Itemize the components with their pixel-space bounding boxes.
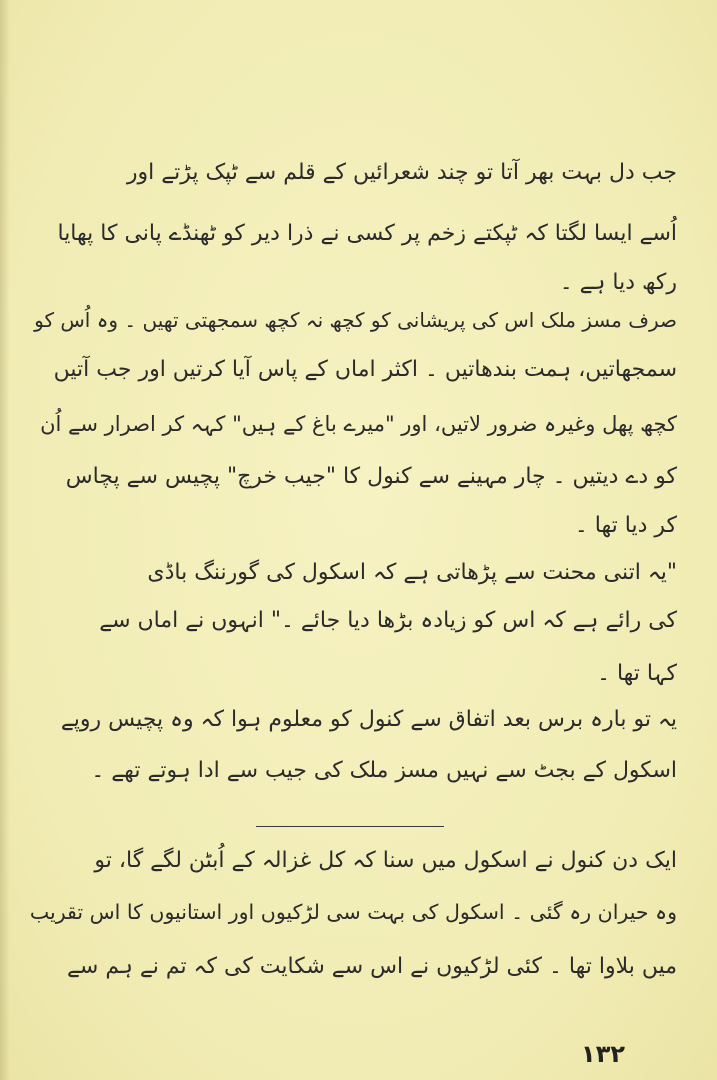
text-line-8: کر دیا تھا ۔: [574, 513, 677, 538]
text-line-5: سمجھاتیں، ہمت بندھاتیں ۔ اکثر اماں کے پاس آیا کرتیں اور جب آتیں: [53, 357, 677, 382]
section-divider: [256, 826, 444, 827]
text-line-9: "یہ اتنی محنت سے پڑھاتی ہے کہ اسکول کی گورننگ باڈی: [147, 560, 677, 585]
page-number: ۱۳۲: [581, 1040, 625, 1068]
text-line-12: یہ تو بارہ برس بعد اتفاق سے کنول کو معلوم ہوا کہ وہ پچیس روپے: [60, 707, 677, 732]
text-line-11: کہا تھا ۔: [597, 661, 677, 686]
text-line-14: ایک دن کنول نے اسکول میں سنا کہ کل غزالہ کے اُبٹن لگے گا، تو: [94, 848, 677, 873]
text-line-16: میں بلاوا تھا ۔ کئی لڑکیوں نے اس سے شکایت کی کہ تم نے ہم سے: [67, 954, 677, 979]
page-spine-shadow: [0, 0, 10, 1080]
text-line-2: اُسے ایسا لگتا کہ ٹپکتے زخم پر کسی نے ذرا دیر کو ٹھنڈے پانی کا پھایا: [57, 221, 677, 246]
text-line-13: اسکول کے بجٹ سے نہیں مسز ملک کی جیب سے ادا ہوتے تھے ۔: [91, 758, 677, 783]
text-line-7: کو دے دیتیں ۔ چار مہینے سے کنول کا "جیب خرچ" پچیس سے پچاس: [65, 464, 677, 489]
text-line-15: وہ حیران رہ گئی ۔ اسکول کی بہت سی لڑکیوں اور استانیوں کا اس تقریب: [29, 900, 677, 924]
text-line-3: رکھ دیا ہے ۔: [559, 270, 677, 295]
text-line-4: صرف مسز ملک اس کی پریشانی کو کچھ نہ کچھ سمجھتی تھیں ۔ وہ اُس کو: [34, 308, 677, 332]
text-line-10: کی رائے ہے کہ اس کو زیادہ بڑھا دیا جائے ۔" انہوں نے اماں سے: [99, 608, 677, 633]
text-line-6: کچھ پھل وغیرہ ضرور لاتیں، اور "میرے باغ کے ہیں" کہہ کر اصرار سے اُن: [40, 412, 677, 436]
text-line-1: جب دل بہت بھر آتا تو چند شعرائیں کے قلم سے ٹپک پڑتے اور: [126, 160, 677, 185]
